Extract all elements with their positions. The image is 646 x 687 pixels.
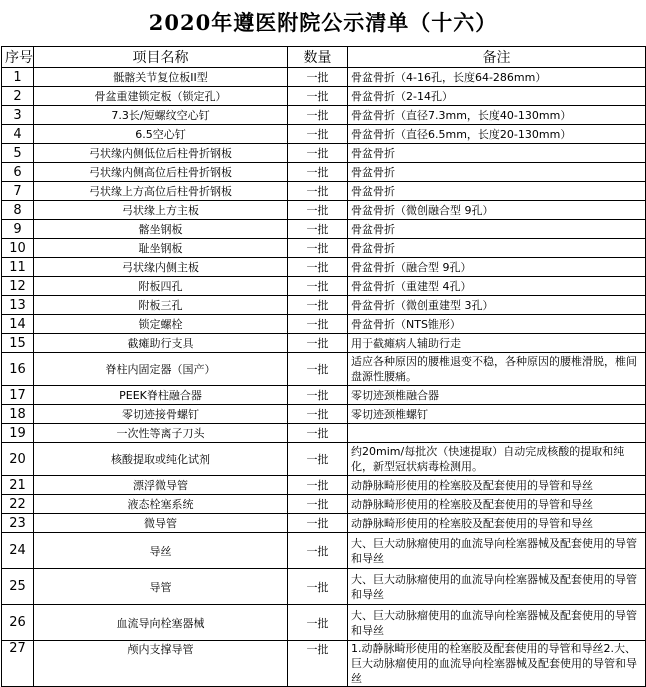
item-name: 耻坐钢板: [34, 239, 288, 258]
item-name: 弓状缘上方高位后柱骨折钢板: [34, 182, 288, 201]
item-note: 骨盆骨折（微创融合型 9孔）: [348, 201, 646, 220]
item-name: 导管: [34, 569, 288, 605]
item-name: 附板三孔: [34, 296, 288, 315]
item-note: 骨盆骨折: [348, 182, 646, 201]
row-number: 12: [2, 277, 34, 296]
item-name: 血流导向栓塞器械: [34, 605, 288, 641]
item-name: 微导管: [34, 514, 288, 533]
row-number: 4: [2, 125, 34, 144]
item-note: 动静脉畸形使用的栓塞胶及配套使用的导管和导丝: [348, 514, 646, 533]
item-quantity: 一批: [288, 334, 348, 353]
table-row: [2, 163, 646, 182]
table-row: [2, 106, 646, 125]
row-number: 27: [2, 641, 34, 687]
table-row: [2, 315, 646, 334]
item-quantity: 一批: [288, 220, 348, 239]
item-name: 附板四孔: [34, 277, 288, 296]
table-row: [2, 353, 646, 386]
item-quantity: 一批: [288, 605, 348, 641]
item-quantity: 一批: [288, 144, 348, 163]
table-row: [2, 220, 646, 239]
item-note: 骨盆骨折: [348, 144, 646, 163]
item-note: 零切迹颈椎螺钉: [348, 405, 646, 424]
item-name: 导丝: [34, 533, 288, 569]
header-no: 序号: [2, 47, 34, 68]
table-row: [2, 405, 646, 424]
row-number: 23: [2, 514, 34, 533]
item-name: 弓状缘上方主板: [34, 201, 288, 220]
item-note: 骨盆骨折（直径6.5mm，长度20-130mm）: [348, 125, 646, 144]
row-number: 24: [2, 533, 34, 569]
row-number: 13: [2, 296, 34, 315]
table-row: [2, 476, 646, 495]
table-row: [2, 443, 646, 476]
item-quantity: 一批: [288, 258, 348, 277]
item-quantity: 一批: [288, 296, 348, 315]
table-row: [2, 605, 646, 641]
item-note: 骨盆骨折（融合型 9孔）: [348, 258, 646, 277]
row-number: 2: [2, 87, 34, 106]
row-number: 19: [2, 424, 34, 443]
item-note: 动静脉畸形使用的栓塞胶及配套使用的导管和导丝: [348, 495, 646, 514]
item-quantity: 一批: [288, 87, 348, 106]
item-quantity: 一批: [288, 424, 348, 443]
row-number: 26: [2, 605, 34, 641]
item-quantity: 一批: [288, 476, 348, 495]
item-note: 骨盆骨折（4-16孔，长度64-286mm）: [348, 68, 646, 87]
item-note: 大、巨大动脉瘤使用的血流导向栓塞器械及配套使用的导管和导丝: [348, 569, 646, 605]
row-number: 15: [2, 334, 34, 353]
table-row: [2, 495, 646, 514]
row-number: 25: [2, 569, 34, 605]
item-note: 骨盆骨折: [348, 239, 646, 258]
item-name: 液态栓塞系统: [34, 495, 288, 514]
item-note: 骨盆骨折: [348, 163, 646, 182]
table-row: [2, 68, 646, 87]
table-row: [2, 569, 646, 605]
item-quantity: 一批: [288, 68, 348, 87]
item-quantity: 一批: [288, 514, 348, 533]
item-quantity: 一批: [288, 386, 348, 405]
item-note: 大、巨大动脉瘤使用的血流导向栓塞器械及配套使用的导管和导丝: [348, 533, 646, 569]
item-note: 动静脉畸形使用的栓塞胶及配套使用的导管和导丝: [348, 476, 646, 495]
table-row: [2, 258, 646, 277]
table-row: [2, 239, 646, 258]
row-number: 16: [2, 353, 34, 386]
table-row: [2, 277, 646, 296]
row-number: 20: [2, 443, 34, 476]
row-number: 14: [2, 315, 34, 334]
table-row: [2, 296, 646, 315]
item-quantity: 一批: [288, 569, 348, 605]
table-row: [2, 533, 646, 569]
item-name: 锁定螺栓: [34, 315, 288, 334]
item-name: 颅内支撑导管: [34, 641, 288, 687]
item-quantity: 一批: [288, 106, 348, 125]
table-row: [2, 514, 646, 533]
row-number: 8: [2, 201, 34, 220]
item-name: 7.3长/短螺纹空心钉: [34, 106, 288, 125]
item-name: 核酸提取或纯化试剂: [34, 443, 288, 476]
item-name: 截瘫助行支具: [34, 334, 288, 353]
item-note: 骨盆骨折（重建型 4孔）: [348, 277, 646, 296]
item-name: 漂浮微导管: [34, 476, 288, 495]
item-note: 骨盆骨折: [348, 220, 646, 239]
item-note: 骨盆骨折（微创重建型 3孔）: [348, 296, 646, 315]
table-row: [2, 182, 646, 201]
table-header-row: [2, 47, 646, 68]
row-number: 17: [2, 386, 34, 405]
page-title: 2020年遵医附院公示清单（十六）: [148, 10, 498, 35]
row-number: 7: [2, 182, 34, 201]
row-number: 5: [2, 144, 34, 163]
item-note: [348, 424, 646, 443]
item-quantity: 一批: [288, 277, 348, 296]
item-quantity: 一批: [288, 315, 348, 334]
item-quantity: 一批: [288, 405, 348, 424]
item-quantity: 一批: [288, 533, 348, 569]
item-note: 零切迹颈椎融合器: [348, 386, 646, 405]
header-qty: 数量: [288, 47, 348, 68]
row-number: 10: [2, 239, 34, 258]
item-quantity: 一批: [288, 495, 348, 514]
item-name: 弓状缘内侧低位后柱骨折钢板: [34, 144, 288, 163]
item-quantity: 一批: [288, 201, 348, 220]
row-number: 6: [2, 163, 34, 182]
item-table: [1, 46, 646, 687]
item-note: 用于截瘫病人辅助行走: [348, 334, 646, 353]
item-name: 骨盆重建锁定板（锁定孔）: [34, 87, 288, 106]
item-note: 骨盆骨折（2-14孔）: [348, 87, 646, 106]
item-quantity: 一批: [288, 353, 348, 386]
item-quantity: 一批: [288, 163, 348, 182]
table-row: [2, 125, 646, 144]
table-row: [2, 87, 646, 106]
item-quantity: 一批: [288, 125, 348, 144]
row-number: 21: [2, 476, 34, 495]
item-quantity: 一批: [288, 182, 348, 201]
item-name: 脊柱内固定器（国产）: [34, 353, 288, 386]
item-note: 约20mim/每批次（快速提取）自动完成核酸的提取和纯化，新型冠状病毒检测用。: [348, 443, 646, 476]
item-quantity: 一批: [288, 443, 348, 476]
table-row: [2, 334, 646, 353]
table-row: [2, 144, 646, 163]
item-name: 一次性等离子刀头: [34, 424, 288, 443]
item-name: PEEK脊柱融合器: [34, 386, 288, 405]
row-number: 3: [2, 106, 34, 125]
row-number: 11: [2, 258, 34, 277]
item-note: 1.动静脉畸形使用的栓塞胶及配套使用的导管和导丝2.大、巨大动脉瘤使用的血流导向栓塞器械及配套使用的导管和导丝: [348, 641, 646, 687]
item-name: 弓状缘内侧高位后柱骨折钢板: [34, 163, 288, 182]
item-name: 零切迹接骨螺钉: [34, 405, 288, 424]
table-row: [2, 201, 646, 220]
item-quantity: 一批: [288, 239, 348, 258]
row-number: 18: [2, 405, 34, 424]
item-name: 6.5空心钉: [34, 125, 288, 144]
item-name: 弓状缘内侧主板: [34, 258, 288, 277]
row-number: 22: [2, 495, 34, 514]
item-name: 髂坐钢板: [34, 220, 288, 239]
row-number: 9: [2, 220, 34, 239]
table-row: [2, 424, 646, 443]
item-name: 骶髂关节复位板II型: [34, 68, 288, 87]
item-quantity: 一批: [288, 641, 348, 687]
item-note: 适应各种原因的腰椎退变不稳，各种原因的腰椎滑脱，椎间盘源性腰痛。: [348, 353, 646, 386]
table-row: [2, 386, 646, 405]
item-note: 骨盆骨折（NTS锥形）: [348, 315, 646, 334]
row-number: 1: [2, 68, 34, 87]
item-note: 骨盆骨折（直径7.3mm，长度40-130mm）: [348, 106, 646, 125]
header-name: 项目名称: [34, 47, 288, 68]
header-note: 备注: [348, 47, 646, 68]
item-note: 大、巨大动脉瘤使用的血流导向栓塞器械及配套使用的导管和导丝: [348, 605, 646, 641]
